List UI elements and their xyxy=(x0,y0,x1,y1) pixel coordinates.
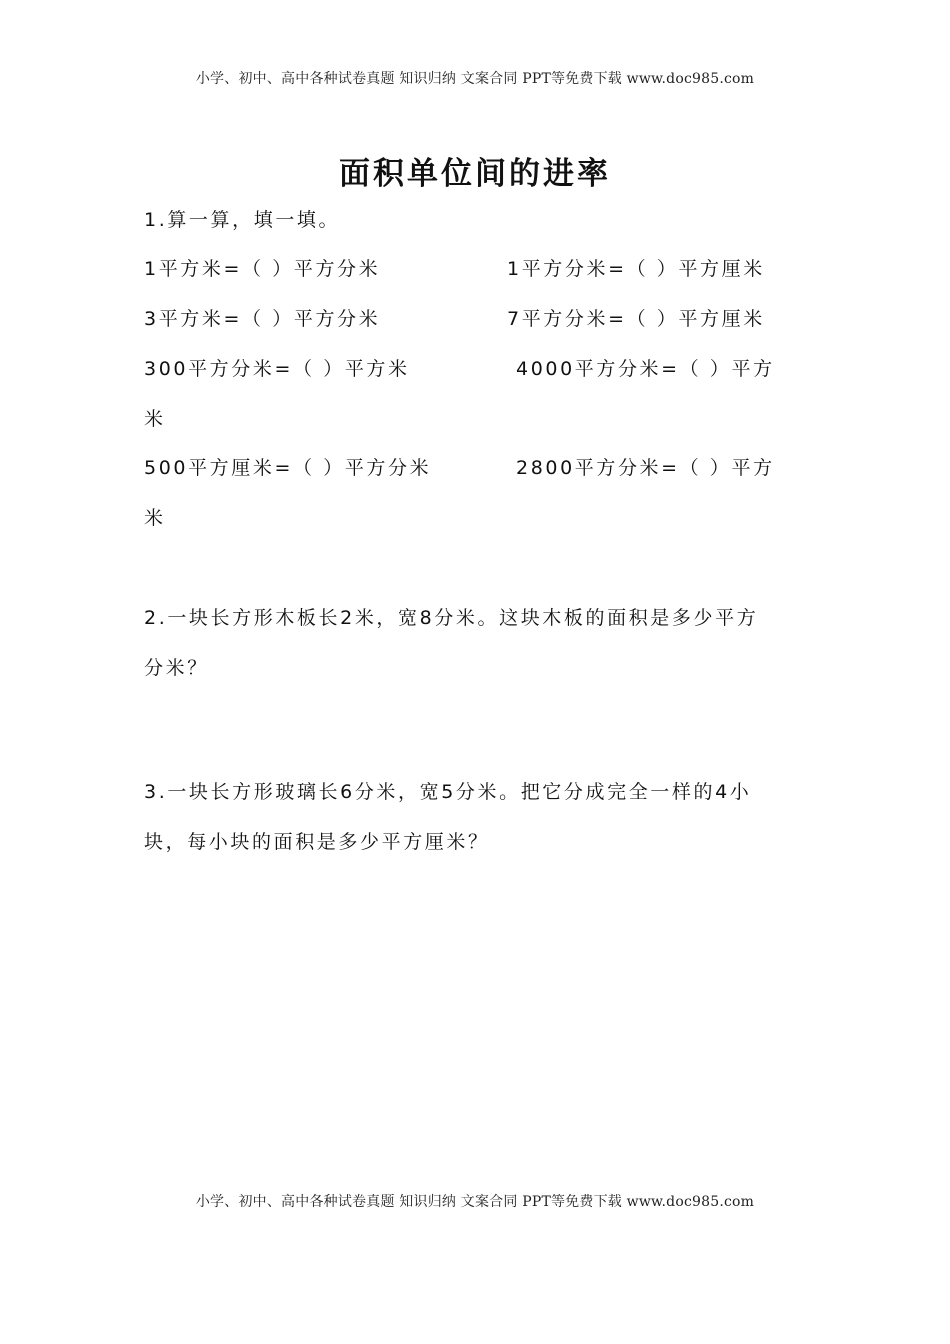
q1-row3-left: 300平方分米=（ ）平方米 xyxy=(144,358,410,380)
page-header: 小学、初中、高中各种试卷真题 知识归纳 文案合同 PPT等免费下载 www.doc985.com xyxy=(195,71,755,87)
q1-heading: 1.算一算，填一填。 xyxy=(144,209,341,231)
page-title: 面积单位间的进率 xyxy=(339,156,611,192)
q1-row3-wrap: 米 xyxy=(144,408,166,430)
q1-row1-right: 1平方分米=（ ）平方厘米 xyxy=(507,258,765,280)
q3-line1: 3.一块长方形玻璃长6分米，宽5分米。把它分成完全一样的4小 xyxy=(144,781,752,803)
page-footer: 小学、初中、高中各种试卷真题 知识归纳 文案合同 PPT等免费下载 www.doc985.com xyxy=(195,1194,755,1210)
q3-line2: 块，每小块的面积是多少平方厘米？ xyxy=(144,831,490,853)
q2-line1: 2.一块长方形木板长2米，宽8分米。这块木板的面积是多少平方 xyxy=(144,607,759,629)
q2-line2: 分米？ xyxy=(144,657,209,679)
q1-row2-left: 3平方米=（ ）平方分米 xyxy=(144,308,381,330)
q1-row1-left: 1平方米=（ ）平方分米 xyxy=(144,258,381,280)
q1-row4-left: 500平方厘米=（ ）平方分米 xyxy=(144,457,432,479)
q1-row2-right: 7平方分米=（ ）平方厘米 xyxy=(507,308,765,330)
q1-row4-right: 2800平方分米=（ ）平方 xyxy=(516,457,775,479)
q1-row4-wrap: 米 xyxy=(144,507,166,529)
q1-row3-right: 4000平方分米=（ ）平方 xyxy=(516,358,775,380)
